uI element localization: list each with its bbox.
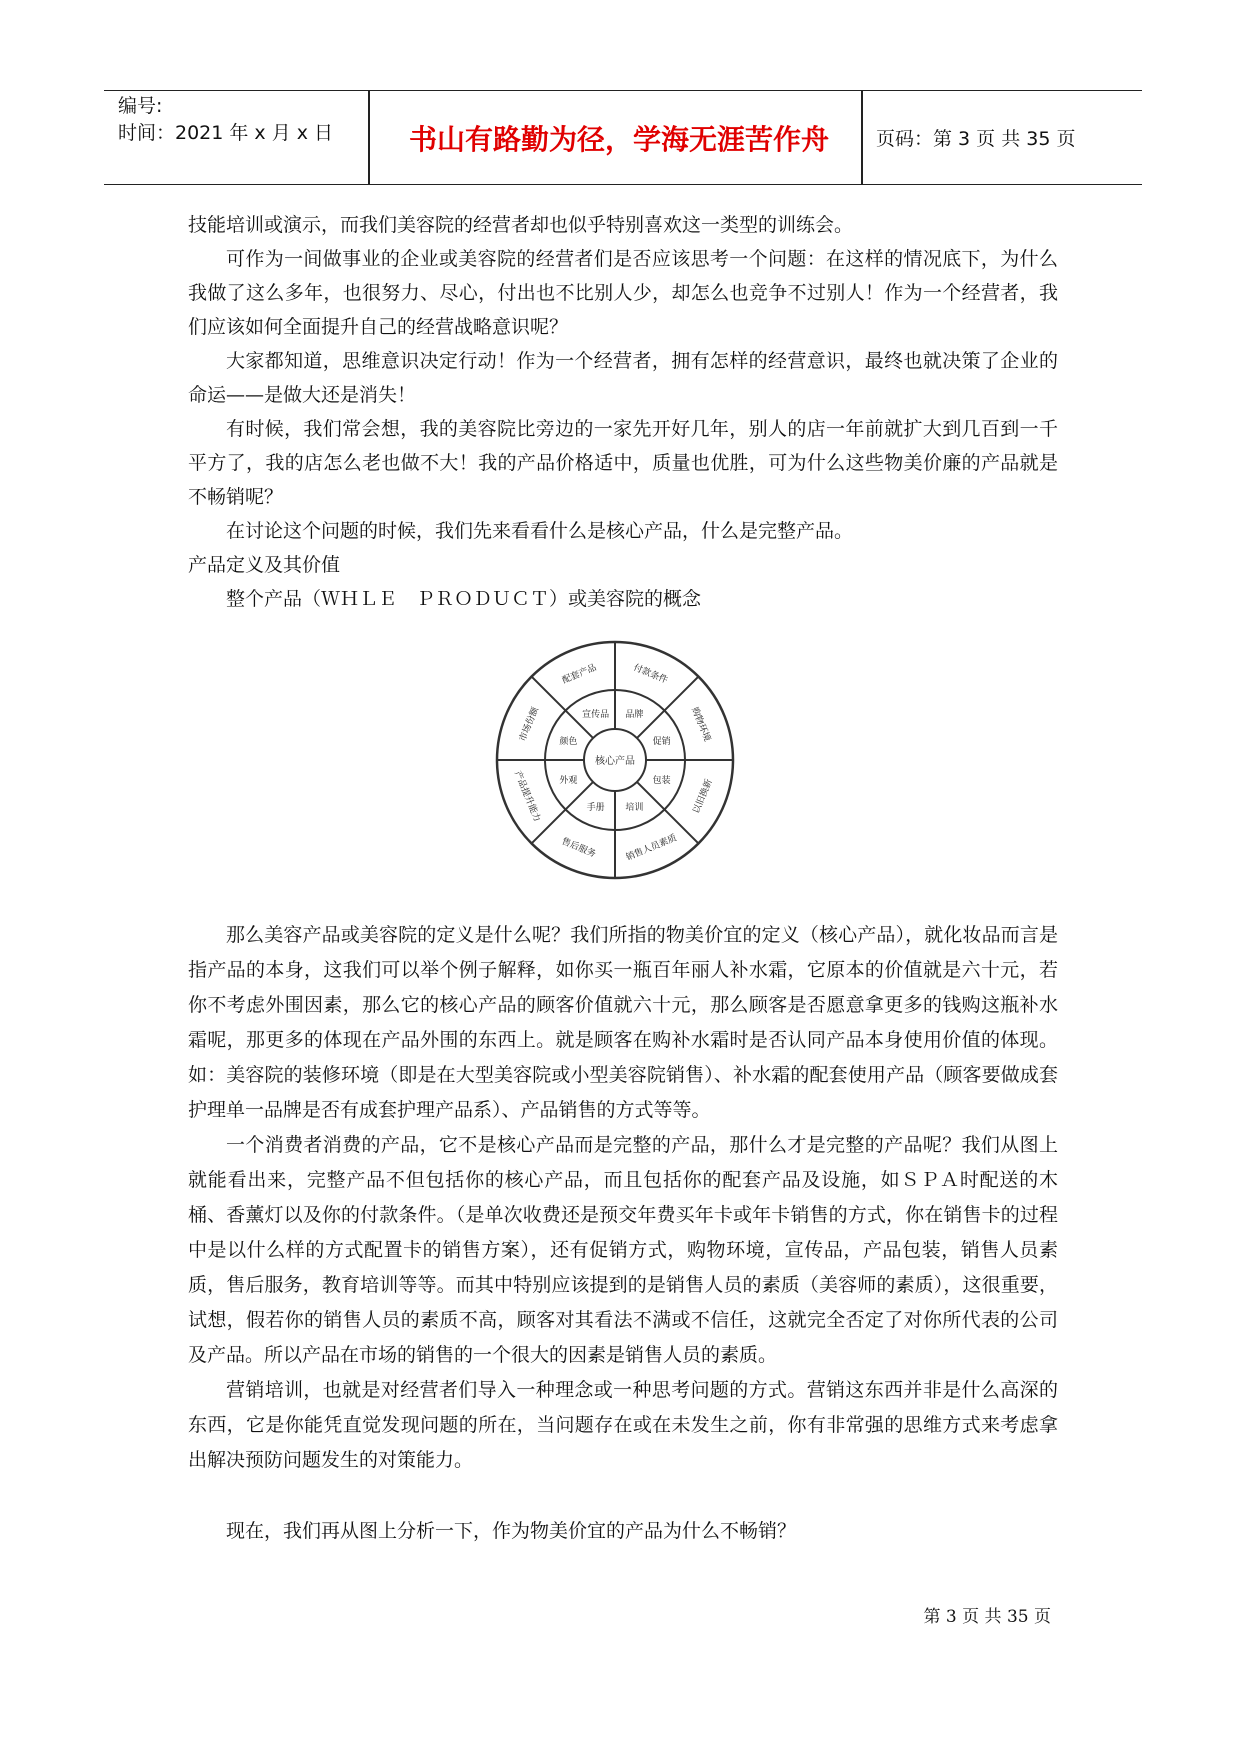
header-motto: 书山有路勤为径，学海无涯苦作舟 <box>408 122 829 156</box>
header-divider <box>861 91 863 184</box>
page-footer: 第 3 页 共 35 页 <box>923 1607 1051 1627</box>
whole-product-diagram <box>490 635 740 885</box>
time-label: 时间：2021 年 x 月 x 日 <box>118 122 334 144</box>
diagram-outer-label: 市场份额 <box>518 706 542 744</box>
diagram-inner-label: 包装 <box>652 775 671 786</box>
paragraph: 产品定义及其价值 <box>188 554 341 576</box>
serial-label: 编号: <box>118 95 163 117</box>
paragraph: 大家都知道，思维意识决定行动！作为一个经营者，拥有怎样的经营意识，最终也就决策了企业的命运——是做大还是消失！ <box>188 350 1058 406</box>
diagram-spoke <box>532 677 594 739</box>
diagram-inner-label: 颜色 <box>559 737 578 748</box>
body-bottom <box>188 918 1058 1549</box>
paragraph: 在讨论这个问题的时候，我们先来看看什么是核心产品，什么是完整产品。 <box>226 520 854 542</box>
header-table <box>104 90 1142 185</box>
diagram-inner-label: 品牌 <box>625 709 644 720</box>
diagram-inner-label: 培训 <box>625 803 644 814</box>
diagram-inner-label: 宣传品 <box>582 709 610 720</box>
diagram-center-label: 核心产品 <box>595 756 635 767</box>
diagram-outer-label: 购物环境 <box>688 706 712 744</box>
paragraph: 营销培训，也就是对经营者们导入一种理念或一种思考问题的方式。营销这东西并非是什么高深的东西，它是你能凭直觉发现问题的所在，当问题存在或在未发生之前，你有非常强的思维方式来考虑拿出解决预防问题发生的对策能力。 <box>188 1379 1058 1471</box>
diagram-inner-label: 外观 <box>559 775 578 786</box>
diagram-spoke <box>637 677 699 739</box>
diagram-outer-label: 付款条件 <box>631 663 669 687</box>
header-meta <box>118 93 368 147</box>
paragraph: 技能培训或演示，而我们美容院的经营者却也似乎特别喜欢这一类型的训练会。 <box>188 214 854 236</box>
header-page-label: 页码：第 3 页 共 35 页 <box>876 128 1076 150</box>
diagram-outer-label: 以旧换新 <box>691 777 715 816</box>
paragraph: 一个消费者消费的产品，它不是核心产品而是完整的产品，那什么才是完整的产品呢？我们从图上就能看出来，完整产品不但包括你的核心产品，而且包括你的配套产品及设施，如ＳＰＡ时配送的木桶、香薰灯以及你的付款条件。（是单次收费还是预交年费买年卡或年卡销售的方式，你在销售卡的过程中是以什么样的方式配置卡的销售方案），还有促销方式，购物环境，宣传品，产品包装，销售人员素质，售后服务，教育培训等等。而其中特别应该提到的是销售人员的素质（美容师的素质），这很重要，试想，假若你的销售人员的素质不高，顾客对其看法不满或不信任，这就完全否定了对你所代表的公司及产品。所以产品在市场的销售的一个很大的因素是销售人员的素质。 <box>188 1134 1058 1366</box>
diagram-spoke <box>637 782 699 844</box>
spacer <box>188 1478 1058 1514</box>
paragraph: 那么美容产品或美容院的定义是什么呢？我们所指的物美价宜的定义（核心产品），就化妆品而言是指产品的本身，这我们可以举个例子解释，如你买一瓶百年丽人补水霜，它原本的价值就是六十元，若你不考虑外围因素，那么它的核心产品的顾客价值就六十元，那么顾客是否愿意拿更多的钱购这瓶补水霜呢，那更多的体现在产品外围的东西上。就是顾客在购补水霜时是否认同产品本身使用价值的体现。如：美容院的装修环境（即是在大型美容院或小型美容院销售）、补水霜的配套使用产品（顾客要做成套护理单一品牌是否有成套护理产品系）、产品销售的方式等等。 <box>188 924 1058 1121</box>
header-divider <box>368 91 370 184</box>
diagram-outer-label: 售后服务 <box>559 836 598 860</box>
diagram-outer-label: 产品提升能力 <box>511 769 542 824</box>
closing-question: 现在，我们再从图上分析一下，作为物美价宜的产品为什么不畅销？ <box>226 1520 797 1542</box>
paragraph: 整个产品（ＷＨＬＥ ＰＲＯＤＵＣＴ）或美容院的概念 <box>226 588 702 610</box>
diagram-spoke <box>532 782 594 844</box>
diagram-inner-label: 手册 <box>586 803 605 814</box>
diagram-outer-label: 销售人员素质 <box>624 833 679 864</box>
body-top <box>188 208 1058 616</box>
paragraph: 有时候，我们常会想，我的美容院比旁边的一家先开好几年，别人的店一年前就扩大到几百到一千平方了，我的店怎么老也做不大！我的产品价格适中，质量也优胜，可为什么这些物美价廉的产品就是不畅销呢？ <box>188 418 1058 508</box>
diagram-outer-label: 配套产品 <box>561 663 599 687</box>
paragraph: 可作为一间做事业的企业或美容院的经营者们是否应该思考一个问题：在这样的情况底下，为什么我做了这么多年，也很努力、尽心，付出也不比别人少，却怎么也竞争不过别人！作为一个经营者，我们应该如何全面提升自己的经营战略意识呢？ <box>188 248 1058 338</box>
diagram-inner-label: 促销 <box>652 737 671 748</box>
